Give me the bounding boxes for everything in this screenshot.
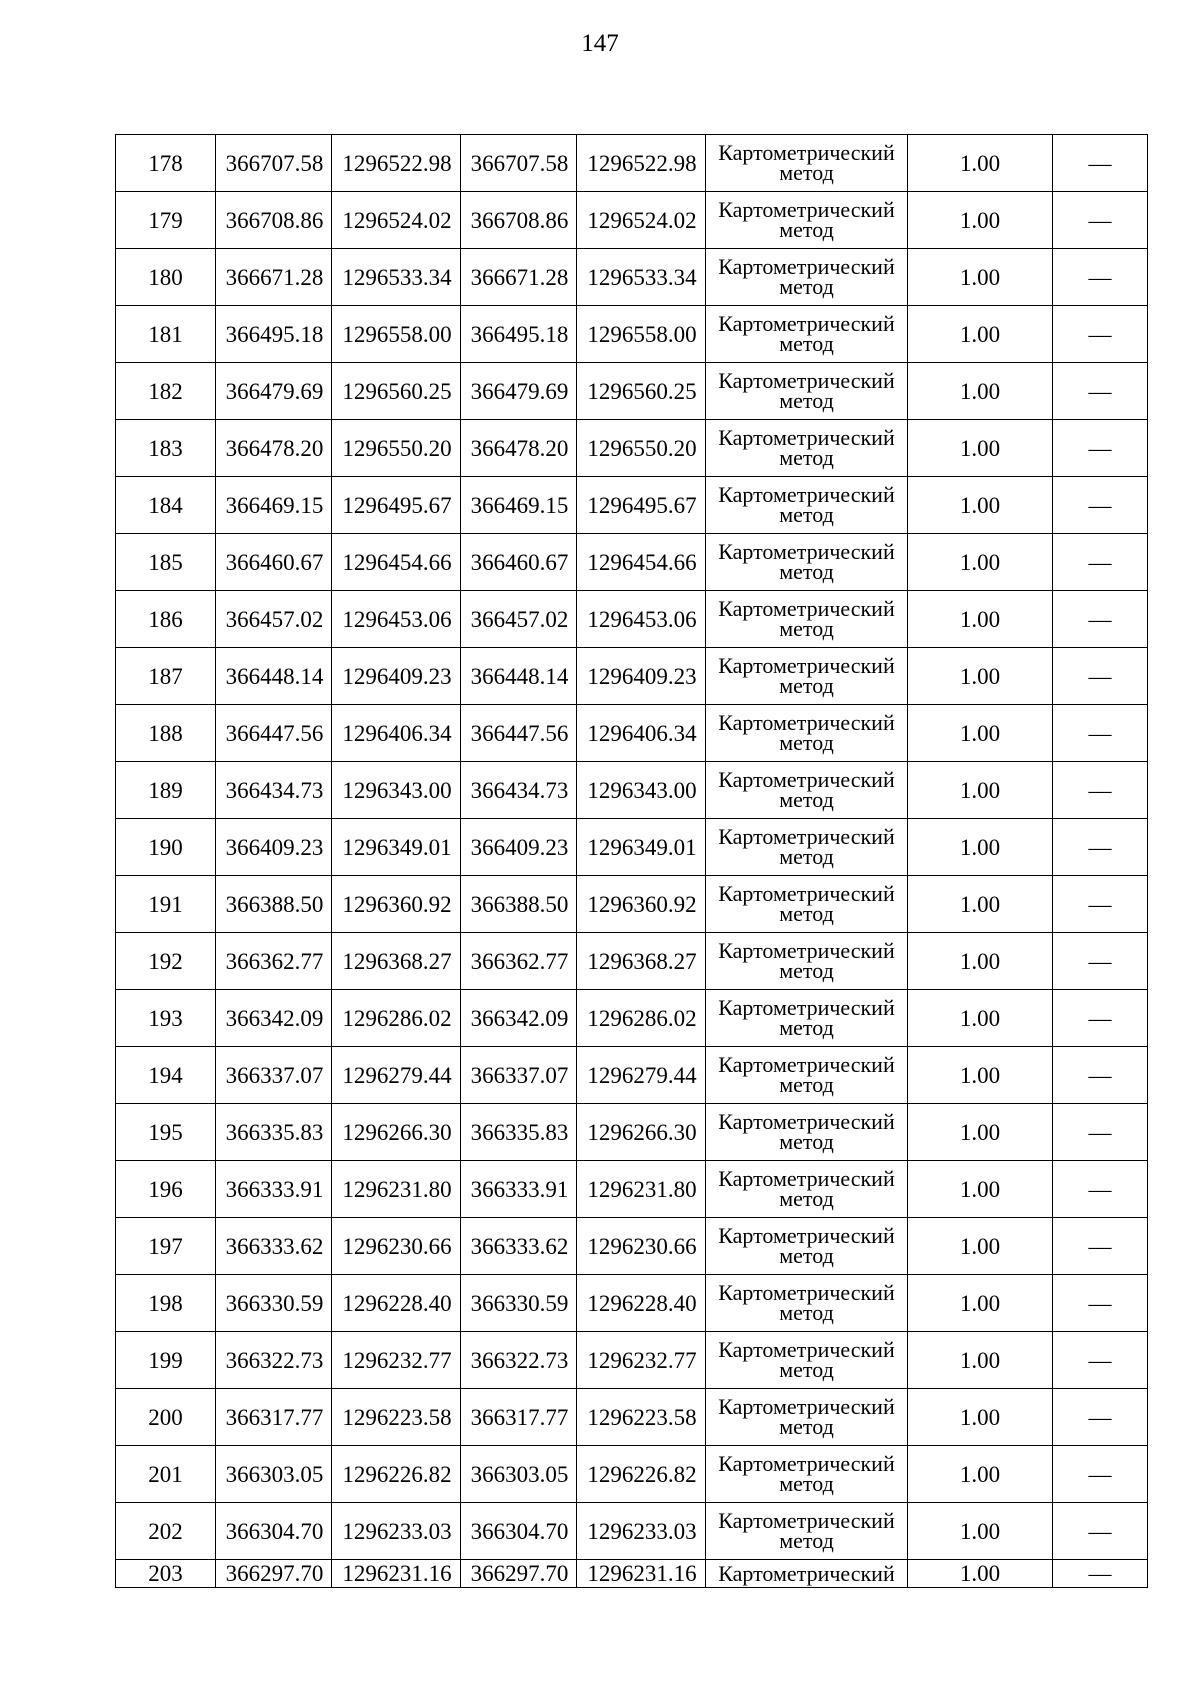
method-cell [706,1047,908,1104]
accuracy-cell: 1.00 [908,249,1053,306]
table-row [116,1389,1148,1446]
x1-cell: 366388.50 [216,876,332,933]
x1-cell: 366460.67 [216,534,332,591]
x1-cell: 366495.18 [216,306,332,363]
table-row [116,591,1148,648]
method-line2: метод [779,217,834,242]
y1-cell: 1296560.25 [332,363,461,420]
y1-cell: 1296231.16 [332,1560,461,1588]
y1-cell: 1296230.66 [332,1218,461,1275]
table-row [116,1503,1148,1560]
method-cell [706,876,908,933]
table-body [116,135,1148,1588]
y2-cell: 1296279.44 [577,1047,706,1104]
note-cell: — [1053,1389,1148,1446]
y2-cell: 1296223.58 [577,1389,706,1446]
point-number-cell: 193 [116,990,216,1047]
table-row [116,648,1148,705]
table-row [116,762,1148,819]
accuracy-cell: 1.00 [908,1332,1053,1389]
accuracy-cell: 1.00 [908,591,1053,648]
method-line1: Картометрический [718,596,895,621]
note-cell: — [1053,933,1148,990]
y2-cell: 1296230.66 [577,1218,706,1275]
method-line1: Картометрический [718,1109,895,1134]
table-row [116,192,1148,249]
method-line1: Картометрический [718,710,895,735]
y2-cell: 1296453.06 [577,591,706,648]
method-line1: Картометрический [718,881,895,906]
method-line2: метод [779,1186,834,1211]
method-cell [706,1161,908,1218]
point-number-cell: 194 [116,1047,216,1104]
point-number-cell: 182 [116,363,216,420]
method-line1: Картометрический [718,425,895,450]
x1-cell: 366469.15 [216,477,332,534]
table-row [116,876,1148,933]
point-number-cell: 187 [116,648,216,705]
method-line1: Картометрический [718,995,895,1020]
method-line2: метод [779,673,834,698]
y2-cell: 1296495.67 [577,477,706,534]
method-line1: Картометрический [718,1560,895,1586]
method-line1: Картометрический [718,482,895,507]
method-line1: Картометрический [718,653,895,678]
x1-cell: 366335.83 [216,1104,332,1161]
x2-cell: 366708.86 [461,192,577,249]
method-cell [706,363,908,420]
y1-cell: 1296231.80 [332,1161,461,1218]
point-number-cell: 178 [116,135,216,192]
method-cell [706,420,908,477]
accuracy-cell: 1.00 [908,192,1053,249]
table-row [116,306,1148,363]
table-row [116,135,1148,192]
method-line2: метод [779,1300,834,1325]
method-cell [706,306,908,363]
table-row [116,1104,1148,1161]
method-line1: Картометрический [718,938,895,963]
method-line1: Картометрический [718,1451,895,1476]
method-cell [706,762,908,819]
method-cell [706,1275,908,1332]
method-line2: метод [779,160,834,185]
table-row [116,1047,1148,1104]
y1-cell: 1296349.01 [332,819,461,876]
x2-cell: 366409.23 [461,819,577,876]
note-cell: — [1053,1047,1148,1104]
x1-cell: 366342.09 [216,990,332,1047]
y2-cell: 1296368.27 [577,933,706,990]
y1-cell: 1296266.30 [332,1104,461,1161]
point-number-cell: 202 [116,1503,216,1560]
point-number-cell: 188 [116,705,216,762]
y2-cell: 1296266.30 [577,1104,706,1161]
method-line2: метод [779,559,834,584]
table-row [116,249,1148,306]
y2-cell: 1296524.02 [577,192,706,249]
point-number-cell: 179 [116,192,216,249]
accuracy-cell: 1.00 [908,1104,1053,1161]
method-cell [706,933,908,990]
note-cell: — [1053,876,1148,933]
x1-cell: 366448.14 [216,648,332,705]
note-cell: — [1053,762,1148,819]
point-number-cell: 183 [116,420,216,477]
x1-cell: 366333.91 [216,1161,332,1218]
point-number-cell: 189 [116,762,216,819]
note-cell: — [1053,1275,1148,1332]
note-cell: — [1053,819,1148,876]
y1-cell: 1296558.00 [332,306,461,363]
table-row [116,819,1148,876]
point-number-cell: 180 [116,249,216,306]
x2-cell: 366469.15 [461,477,577,534]
x1-cell: 366409.23 [216,819,332,876]
y2-cell: 1296522.98 [577,135,706,192]
accuracy-cell: 1.00 [908,1275,1053,1332]
method-line2: метод [779,502,834,527]
point-number-cell: 185 [116,534,216,591]
method-line1: Картометрический [718,1280,895,1305]
method-cell [706,1104,908,1161]
method-cell [706,591,908,648]
method-line1: Картометрический [718,539,895,564]
note-cell: — [1053,534,1148,591]
accuracy-cell: 1.00 [908,876,1053,933]
method-cell [706,1332,908,1389]
method-line1: Картометрический [718,1223,895,1248]
y1-cell: 1296453.06 [332,591,461,648]
note-cell: — [1053,1161,1148,1218]
accuracy-cell: 1.00 [908,762,1053,819]
note-cell: — [1053,1503,1148,1560]
method-line2: метод [779,1243,834,1268]
x2-cell: 366495.18 [461,306,577,363]
x1-cell: 366304.70 [216,1503,332,1560]
y2-cell: 1296232.77 [577,1332,706,1389]
table-row [116,1161,1148,1218]
method-line2: метод [779,445,834,470]
x2-cell: 366479.69 [461,363,577,420]
y2-cell: 1296226.82 [577,1446,706,1503]
x1-cell: 366708.86 [216,192,332,249]
method-cell [706,1389,908,1446]
accuracy-cell: 1.00 [908,1446,1053,1503]
x2-cell: 366460.67 [461,534,577,591]
table-row [116,420,1148,477]
y1-cell: 1296286.02 [332,990,461,1047]
x2-cell: 366448.14 [461,648,577,705]
accuracy-cell: 1.00 [908,933,1053,990]
y1-cell: 1296226.82 [332,1446,461,1503]
x1-cell: 366297.70 [216,1560,332,1588]
y2-cell: 1296231.16 [577,1560,706,1588]
method-line2: метод [779,616,834,641]
y1-cell: 1296233.03 [332,1503,461,1560]
x2-cell: 366457.02 [461,591,577,648]
x1-cell: 366333.62 [216,1218,332,1275]
table-row [116,990,1148,1047]
note-cell: — [1053,1560,1148,1588]
y1-cell: 1296495.67 [332,477,461,534]
y1-cell: 1296409.23 [332,648,461,705]
point-number-cell: 191 [116,876,216,933]
point-number-cell: 195 [116,1104,216,1161]
note-cell: — [1053,363,1148,420]
y2-cell: 1296550.20 [577,420,706,477]
method-line2: метод [779,1414,834,1439]
x1-cell: 366337.07 [216,1047,332,1104]
method-line1: Картометрический [718,1166,895,1191]
x2-cell: 366478.20 [461,420,577,477]
point-number-cell: 181 [116,306,216,363]
method-line2: метод [779,388,834,413]
method-cell [706,705,908,762]
accuracy-cell: 1.00 [908,705,1053,762]
table-row [116,363,1148,420]
method-cell [706,192,908,249]
x2-cell: 366333.62 [461,1218,577,1275]
x2-cell: 366434.73 [461,762,577,819]
accuracy-cell: 1.00 [908,1560,1053,1588]
method-line2: метод [779,331,834,356]
x1-cell: 366707.58 [216,135,332,192]
x2-cell: 366330.59 [461,1275,577,1332]
table-row [116,933,1148,990]
y1-cell: 1296368.27 [332,933,461,990]
accuracy-cell: 1.00 [908,1161,1053,1218]
x2-cell: 366362.77 [461,933,577,990]
point-number-cell: 201 [116,1446,216,1503]
y1-cell: 1296454.66 [332,534,461,591]
method-cell [706,249,908,306]
method-cell [706,819,908,876]
note-cell: — [1053,591,1148,648]
x2-cell: 366333.91 [461,1161,577,1218]
method-line2: метод [779,844,834,869]
y2-cell: 1296360.92 [577,876,706,933]
method-line1: Картометрический [718,1052,895,1077]
accuracy-cell: 1.00 [908,648,1053,705]
method-line1: Картометрический [718,311,895,336]
x1-cell: 366317.77 [216,1389,332,1446]
x1-cell: 366671.28 [216,249,332,306]
method-line2: метод [779,1357,834,1382]
point-number-cell: 192 [116,933,216,990]
point-number-cell: 198 [116,1275,216,1332]
method-line2: метод [779,1528,834,1553]
x2-cell: 366337.07 [461,1047,577,1104]
y2-cell: 1296560.25 [577,363,706,420]
accuracy-cell: 1.00 [908,534,1053,591]
accuracy-cell: 1.00 [908,477,1053,534]
point-number-cell: 190 [116,819,216,876]
y1-cell: 1296406.34 [332,705,461,762]
x1-cell: 366330.59 [216,1275,332,1332]
point-number-cell: 184 [116,477,216,534]
table-row [116,705,1148,762]
x2-cell: 366303.05 [461,1446,577,1503]
note-cell: — [1053,1332,1148,1389]
method-line2: метод [779,901,834,926]
table-row [116,477,1148,534]
method-line1: Картометрический [718,824,895,849]
note-cell: — [1053,420,1148,477]
point-number-cell: 203 [116,1560,216,1588]
x2-cell: 366388.50 [461,876,577,933]
x2-cell: 366317.77 [461,1389,577,1446]
accuracy-cell: 1.00 [908,1047,1053,1104]
method-line1: Картометрический [718,767,895,792]
x1-cell: 366478.20 [216,420,332,477]
x1-cell: 366434.73 [216,762,332,819]
y2-cell: 1296231.80 [577,1161,706,1218]
note-cell: — [1053,990,1148,1047]
x2-cell: 366671.28 [461,249,577,306]
method-cell [706,990,908,1047]
method-line1: Картометрический [718,1394,895,1419]
y2-cell: 1296454.66 [577,534,706,591]
page-number: 147 [581,30,619,57]
method-line1: Картометрический [718,1337,895,1362]
coordinates-table [115,134,1148,1588]
note-cell: — [1053,1104,1148,1161]
y1-cell: 1296524.02 [332,192,461,249]
method-cell [706,135,908,192]
x2-cell: 366447.56 [461,705,577,762]
x2-cell: 366342.09 [461,990,577,1047]
y2-cell: 1296349.01 [577,819,706,876]
y2-cell: 1296286.02 [577,990,706,1047]
x1-cell: 366362.77 [216,933,332,990]
y1-cell: 1296279.44 [332,1047,461,1104]
accuracy-cell: 1.00 [908,420,1053,477]
table-row [116,534,1148,591]
method-cell [706,648,908,705]
method-cell [706,534,908,591]
y1-cell: 1296522.98 [332,135,461,192]
y2-cell: 1296228.40 [577,1275,706,1332]
note-cell: — [1053,477,1148,534]
table-row [116,1218,1148,1275]
y2-cell: 1296233.03 [577,1503,706,1560]
method-cell [706,477,908,534]
method-line2: метод [779,1072,834,1097]
note-cell: — [1053,1218,1148,1275]
x1-cell: 366447.56 [216,705,332,762]
x1-cell: 366303.05 [216,1446,332,1503]
accuracy-cell: 1.00 [908,990,1053,1047]
method-line2: метод [779,274,834,299]
method-line1: Картометрический [718,368,895,393]
accuracy-cell: 1.00 [908,363,1053,420]
method-line2: метод [779,958,834,983]
note-cell: — [1053,192,1148,249]
method-line1: Картометрический [718,1508,895,1533]
accuracy-cell: 1.00 [908,135,1053,192]
x1-cell: 366457.02 [216,591,332,648]
y1-cell: 1296232.77 [332,1332,461,1389]
accuracy-cell: 1.00 [908,306,1053,363]
method-line2: метод [779,787,834,812]
accuracy-cell: 1.00 [908,1389,1053,1446]
method-line1: Картометрический [718,140,895,165]
y1-cell: 1296550.20 [332,420,461,477]
method-line1: Картометрический [718,254,895,279]
method-line2: метод [779,730,834,755]
point-number-cell: 196 [116,1161,216,1218]
x1-cell: 366322.73 [216,1332,332,1389]
x1-cell: 366479.69 [216,363,332,420]
x2-cell: 366707.58 [461,135,577,192]
y1-cell: 1296360.92 [332,876,461,933]
note-cell: — [1053,249,1148,306]
method-cell [706,1218,908,1275]
y1-cell: 1296228.40 [332,1275,461,1332]
table-row [116,1332,1148,1389]
point-number-cell: 199 [116,1332,216,1389]
y2-cell: 1296343.00 [577,762,706,819]
y1-cell: 1296533.34 [332,249,461,306]
table-row [116,1560,1148,1588]
note-cell: — [1053,1446,1148,1503]
note-cell: — [1053,705,1148,762]
x2-cell: 366297.70 [461,1560,577,1588]
point-number-cell: 186 [116,591,216,648]
y1-cell: 1296223.58 [332,1389,461,1446]
accuracy-cell: 1.00 [908,1503,1053,1560]
note-cell: — [1053,648,1148,705]
method-line1: Картометрический [718,197,895,222]
x2-cell: 366322.73 [461,1332,577,1389]
point-number-cell: 200 [116,1389,216,1446]
y2-cell: 1296533.34 [577,249,706,306]
y1-cell: 1296343.00 [332,762,461,819]
point-number-cell: 197 [116,1218,216,1275]
y2-cell: 1296409.23 [577,648,706,705]
method-cell [706,1503,908,1560]
method-line2: метод [779,1471,834,1496]
method-cell [706,1446,908,1503]
x2-cell: 366304.70 [461,1503,577,1560]
method-cell [706,1560,908,1588]
table-row [116,1275,1148,1332]
note-cell: — [1053,135,1148,192]
table-row [116,1446,1148,1503]
y2-cell: 1296558.00 [577,306,706,363]
method-line2: метод [779,1015,834,1040]
accuracy-cell: 1.00 [908,819,1053,876]
note-cell: — [1053,306,1148,363]
y2-cell: 1296406.34 [577,705,706,762]
x2-cell: 366335.83 [461,1104,577,1161]
accuracy-cell: 1.00 [908,1218,1053,1275]
method-line2: метод [779,1129,834,1154]
